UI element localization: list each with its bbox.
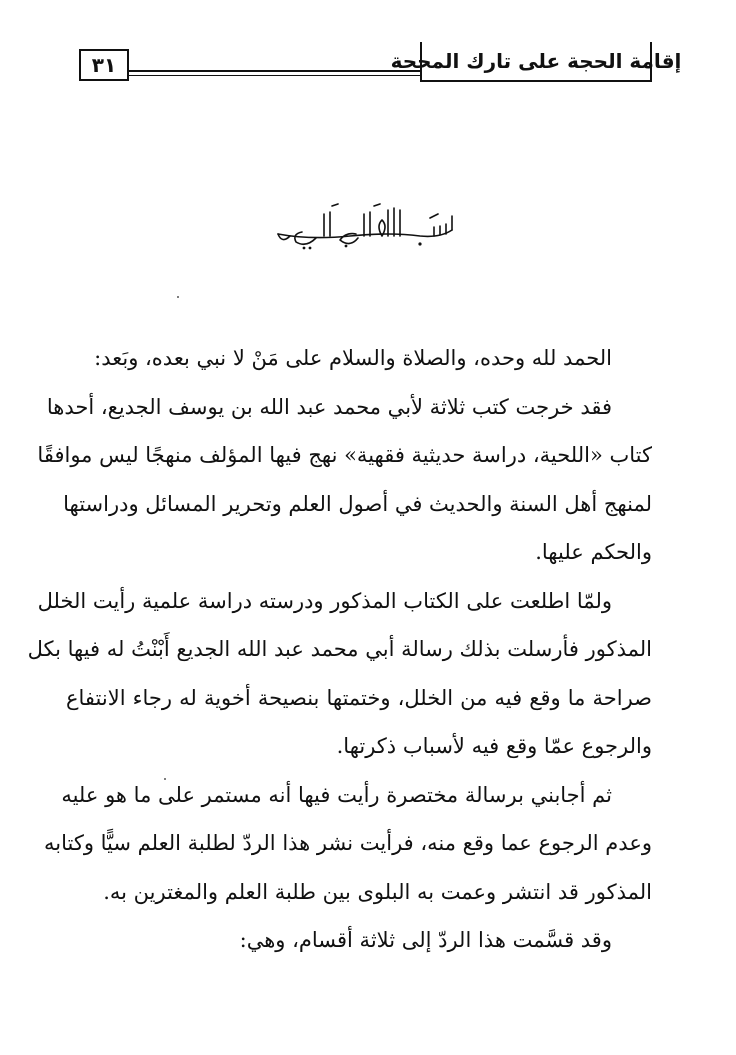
text-line: والرجوع عمّا وقع فيه لأسباب ذكرتها. — [336, 734, 652, 758]
page-number-text: ٣١ — [91, 53, 117, 77]
text-line: المذكور فأرسلت بذلك رسالة أبي محمد عبد الله الجديع أَبْنْتُ له فيها بكل — [27, 637, 652, 661]
text-line: كتاب «اللحية، دراسة حديثية فقهية» نهج فيها المؤلف منهجًا ليس موافقًا — [37, 443, 652, 467]
text-line: فقد خرجت كتب ثلاثة لأبي محمد عبد الله بن يوسف الجديع، أحدها — [46, 394, 612, 419]
text-line: الحمد لله وحده، والصلاة والسلام على مَنْ لا نبي بعده، وبَعد: — [94, 346, 612, 370]
text-line: المذكور قد انتشر وعمت به البلوى بين طلبة العلم والمغترين به. — [103, 879, 652, 904]
text-line: صراحة ما وقع فيه من الخلل، وختمتها بنصيحة أخوية له رجاء الانتفاع — [66, 685, 652, 710]
text-line: والحكم عليها. — [535, 540, 652, 564]
scan-speck — [177, 296, 179, 298]
body-text — [27, 334, 652, 965]
text-line: ولمّا اطلعت على الكتاب المذكور ودرسته دراسة علمية رأيت الخلل — [37, 588, 612, 613]
text-line: وقد قسَّمت هذا الردّ إلى ثلاثة أقسام، وهي: — [239, 928, 612, 952]
basmala-calligraphy — [270, 196, 460, 256]
page-number — [79, 49, 129, 81]
book-title: إقامة الحجة على تارك المحجة — [390, 49, 682, 73]
running-header-title — [390, 42, 682, 80]
header-rule-thin — [129, 75, 420, 76]
text-line: وعدم الرجوع عما وقع منه، فرأيت نشر هذا الردّ لطلبة العلم سيًّا وكتابه — [44, 831, 652, 855]
header-rule — [129, 70, 420, 72]
text-line: لمنهج أهل السنة والحديث في أصول العلم وتحرير المسائل ودراستها — [63, 491, 652, 516]
text-line: ثم أجابني برسالة مختصرة رأيت فيها أنه مستمر على ما هو عليه — [61, 782, 612, 807]
